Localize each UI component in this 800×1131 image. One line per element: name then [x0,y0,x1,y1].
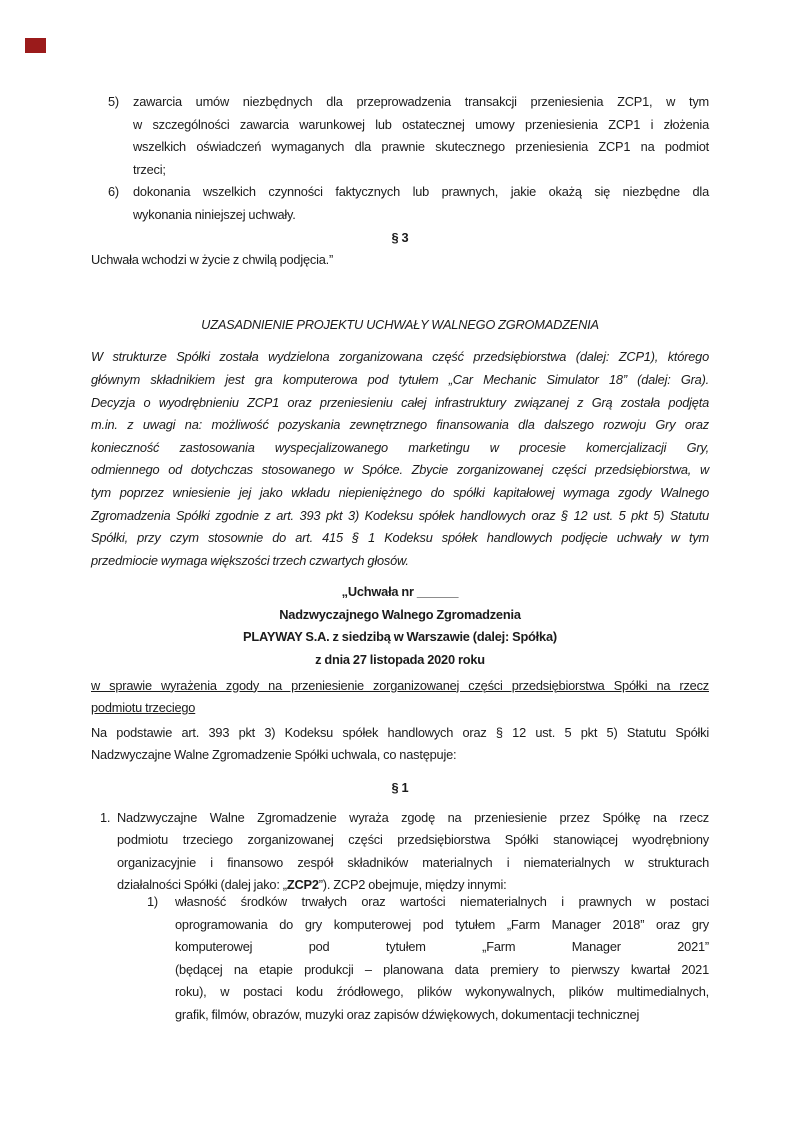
resolution-item-1-line-4-post: ”). ZCP2 obejmuje, między innymi: [318,877,507,893]
list-item-5-line-1: zawarcia umów niezbędnych dla przeprowadzenia transakcji przeniesienia ZCP1, w tym [133,94,709,109]
list-item-6 [91,181,709,226]
list-item-5-line-3: wszelkich oświadczeń wymaganych dla prawnie skutecznego przeniesienia ZCP1 na podmiot [133,139,709,155]
justification-line-6: odmiennego od dotychczas stosowanego w Spółce. Zbycie zorganizowanej części przedsiębiorstwa, w [91,462,709,478]
legal-basis-paragraph [91,722,709,767]
justification-line-4: m.in. z uwagi na: możliwość pozyskania zewnętrznego finansowania dla dalszego rozwoju Gry oraz [91,417,709,433]
resolution-item-1-line-2: podmiotu trzeciego zorganizowanej części przedsiębiorstwa Spółki stanowiącej wyodrębniony [117,832,709,848]
justification-line-10: przedmiocie wymaga większości trzech czwartych głosów. [91,552,409,568]
resolution-item-1-sub-1-marker: 1) [147,894,158,909]
legal-basis-line-1: Na podstawie art. 393 pkt 3) Kodeksu spółek handlowych oraz § 12 ust. 5 pkt 5) Statutu Spółki [91,724,709,740]
justification-line-2: głównym składnikiem jest gra komputerowa pod tytułem „Car Mechanic Simulator 18” (dalej: Gra). [91,371,709,387]
sub-item-line-5: roku), w postaci kodu źródłowego, plików wykonywalnych, plików multimedialnych, [175,984,709,1000]
list-item-5-line-4: trzeci; [133,161,166,177]
red-stamp [25,38,46,53]
resolution-subject-line-1: w sprawie wyrażenia zgody na przeniesienie zorganizowanej części przedsiębiorstwa Spółki na rzecz [91,677,709,693]
justification-line-3: Decyzja o wyodrębnieniu ZCP1 oraz przeniesieniu całej infrastruktury związanej z Grą została podjęta [91,394,709,410]
sub-item-line-2: oprogramowania do gry komputerowej pod tytułem „Farm Manager 2018” oraz gry [175,916,709,932]
resolution-title-line-3: PLAYWAY S.A. z siedzibą w Warszawie (dalej: Spółka) [243,629,557,645]
section-1-heading: § 1 [391,780,409,796]
resolution-item-1-line-1: Nadzwyczajne Walne Zgromadzenie wyraża zgodę na przeniesienie przez Spółkę na rzecz [117,809,709,825]
list-item-5-line-2: w szczególności zawarcia warunkowej lub ostatecznej umowy przeniesienia ZCP1 i złożenia [133,116,709,132]
sub-item-line-3: komputerowej pod tytułem „Farm Manager 2021” [175,939,709,955]
resolution-title-line-1: „Uchwała nr ______ [341,584,459,600]
sub-item-line-1: własność środków trwałych oraz wartości niematerialnych i prawnych w postaci [175,894,709,909]
document-content [91,0,709,1027]
list-item-6-marker: 6) [108,184,119,200]
justification-line-7: tym poprzez wniesienie jej jako wkładu niepieniężnego do spółki kapitałowej wymaga zgody Walnego [91,484,709,500]
list-item-6-line-2: wykonania niniejszej uchwały. [133,206,296,222]
zcp2-bold-term: ZCP2 [286,877,319,893]
justification-line-8: Zgromadzenia Spółki zgodnie z art. 393 pkt 3) Kodeksu spółek handlowych oraz § 12 ust. 5 pkt 5) Statutu [91,507,709,523]
section-3-paragraph: Uchwała wchodzi w życie z chwilą podjęcia.” [91,252,334,268]
section-3-heading: § 3 [391,229,409,245]
sub-item-line-4: (będącej na etapie produkcji – planowana data premiery to pierwszy kwartał 2021 [175,961,709,977]
list-item-6-line-1: dokonania wszelkich czynności faktycznych lub prawnych, jakie okażą się niezbędne dla [133,184,709,200]
resolution-item-1-line-3: organizacyjnie i finansowo zespół składników materialnych i niematerialnych w strukturach [117,854,709,870]
resolution-item-1-marker: 1. [100,809,111,825]
justification-paragraph [91,346,709,572]
justification-line-1: W strukturze Spółki została wydzielona zorganizowana część przedsiębiorstwa (dalej: ZCP1), którego [91,349,709,365]
resolution-title-line-2: Nadzwyczajnego Walnego Zgromadzenia [279,606,521,622]
resolution-item-1 [91,807,709,897]
justification-line-9: Spółki, przy czym stosownie do art. 415 § 1 Kodeksu spółek handlowych podjęcie uchwały w tym [91,530,709,546]
resolution-title [91,581,709,671]
justification-line-5: konieczność zastosowania wyspecjalizowanego marketingu w procesie komercjalizacji Gry, [91,439,709,455]
list-item-5-marker: 5) [108,94,119,109]
justification-heading: UZASADNIENIE PROJEKTU UCHWAŁY WALNEGO ZGROMADZENIA [201,316,599,332]
sub-item-line-6: grafik, filmów, obrazów, muzyki oraz zapisów dźwiękowych, dokumentacji technicznej [175,1006,640,1022]
resolution-subject [91,675,709,720]
resolution-item-1-line-4-pre: działalności Spółki (dalej jako: „ [117,877,287,893]
resolution-item-1-sub-1 [91,891,709,1027]
list-item-5 [91,91,709,181]
resolution-subject-line-2: podmiotu trzeciego [91,700,196,716]
resolution-title-line-4: z dnia 27 listopada 2020 roku [315,652,485,668]
legal-basis-line-2: Nadzwyczajne Walne Zgromadzenie Spółki uchwala, co następuje: [91,747,457,763]
